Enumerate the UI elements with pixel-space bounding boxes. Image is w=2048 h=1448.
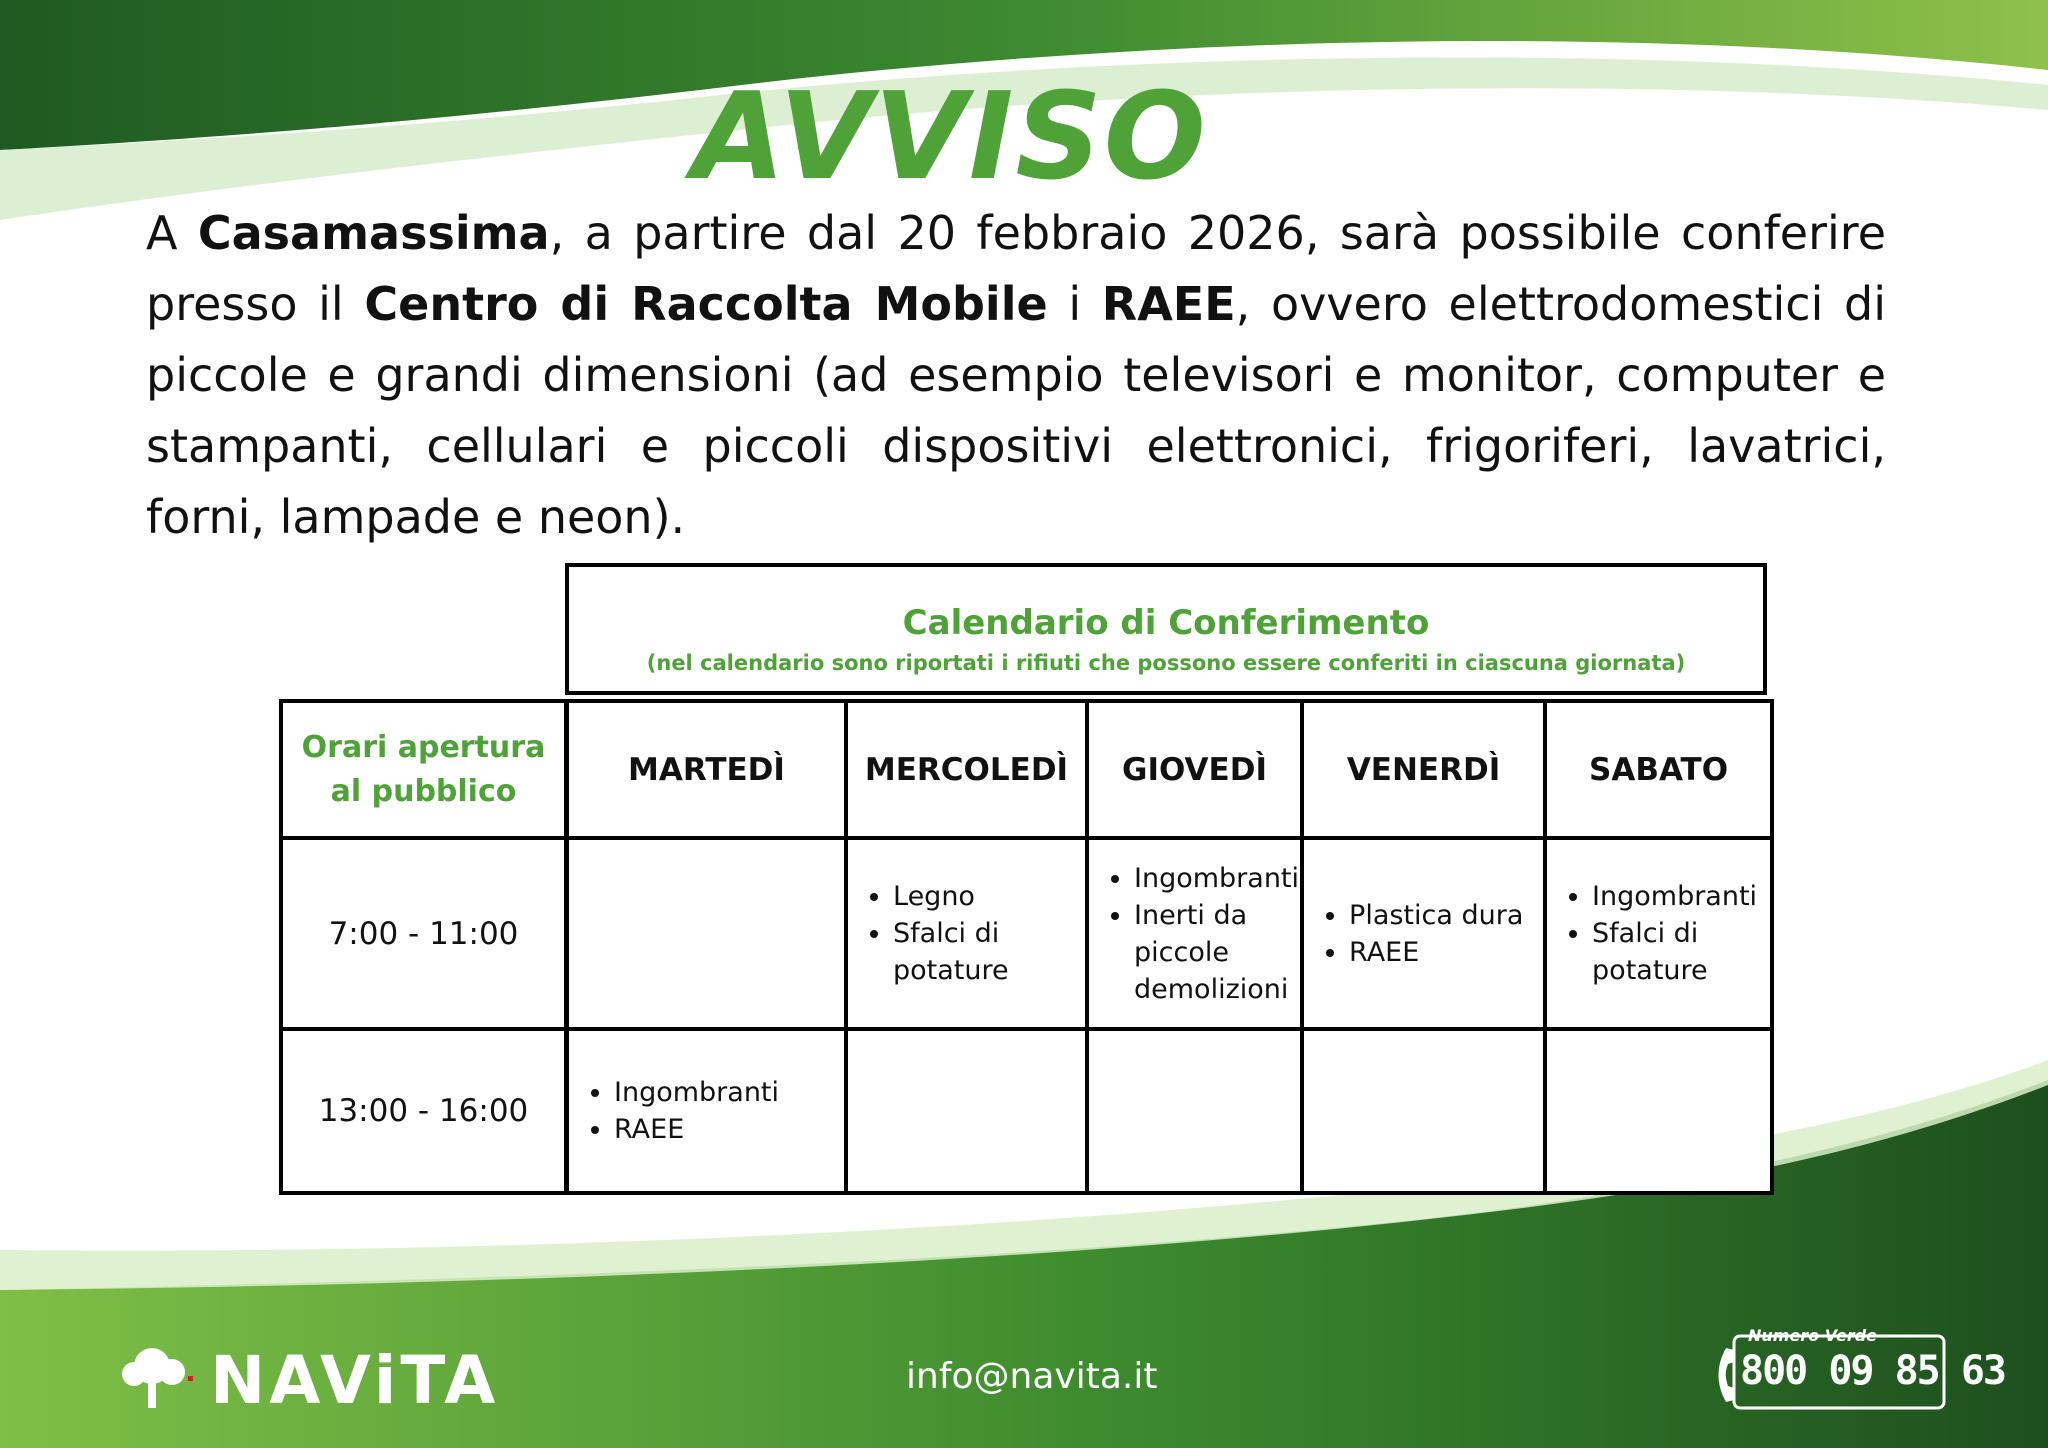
waste-item: • Sfalci di potature [893, 915, 1084, 989]
intro-text: i [1047, 277, 1102, 331]
day-header-row [567, 701, 1772, 838]
time-slot-afternoon: 13:00 - 16:00 [281, 1029, 566, 1193]
waste-item: • RAEE [614, 1111, 843, 1148]
waste-item: • Sfalci di potature [1592, 915, 1769, 989]
intro-town: Casamassima [197, 206, 550, 260]
intro-text: , ovvero elettrodomestici di piccole e grandi dimensioni (ad esempio televisori e monitor, computer e stampanti, cellulari e piccoli dispositivi elettronici, frigoriferi, lavatrici, forni, lampade e neon). [146, 277, 1886, 544]
day-header: GIOVEDÌ [1087, 701, 1302, 838]
slot-cell [1545, 1029, 1772, 1193]
waste-item: • Inerti da piccole demolizioni [1134, 897, 1299, 1008]
hours-column [279, 699, 568, 1195]
phone-icon [1719, 1348, 1735, 1402]
toll-free-number[interactable]: 800 09 85 63 [1740, 1348, 2005, 1394]
calendar-subtitle: (nel calendario sono riportati i rifiuti che possono essere conferiti in ciascuna giornata) [646, 651, 1686, 675]
waste-item: • Legno [893, 878, 1084, 915]
hours-header-line: al pubblico [330, 773, 517, 809]
waste-item: • Ingombranti [1592, 878, 1769, 915]
waste-list [1548, 878, 1769, 989]
slot-cell [567, 1029, 846, 1193]
slot-cell [567, 838, 846, 1029]
day-header: VENERDÌ [1302, 701, 1545, 838]
slot-cell [1087, 838, 1302, 1029]
contact-email[interactable]: info@navita.it [906, 1356, 1158, 1397]
waste-list [570, 1074, 843, 1148]
intro-text: , a partire dal 20 febbraio 2026, sarà possibile conferire presso il [146, 206, 1886, 331]
hours-header-line: Orari apertura [301, 729, 546, 765]
intro-text: A [146, 206, 198, 260]
slot-cell [1087, 1029, 1302, 1193]
slot-cell [1302, 838, 1545, 1029]
toll-free-label: Numero Verde [1748, 1326, 1878, 1345]
slot-cell [846, 1029, 1087, 1193]
hours-header [281, 701, 566, 838]
day-header: MARTEDÌ [567, 701, 846, 838]
intro-center-name: Centro di Raccolta Mobile [364, 277, 1048, 331]
intro-paragraph [146, 198, 1886, 553]
calendar-title: Calendario di Conferimento [902, 603, 1430, 643]
calendar-header [565, 563, 1767, 695]
intro-raee: RAEE [1101, 277, 1236, 331]
slot-cell [1545, 838, 1772, 1029]
slot-cell [1302, 1029, 1545, 1193]
brand-name: NAViTA [210, 1342, 500, 1419]
calendar-grid [565, 699, 1774, 1195]
waste-item: • RAEE [1349, 934, 1542, 971]
waste-item: • Ingombranti [614, 1074, 843, 1111]
waste-list [1305, 897, 1542, 971]
slot-cell [846, 838, 1087, 1029]
day-header: SABATO [1545, 701, 1772, 838]
slot-row-morning [567, 838, 1772, 1029]
notice-title: AVVISO [692, 68, 1208, 207]
waste-list [849, 878, 1084, 989]
time-slot-morning: 7:00 - 11:00 [281, 838, 566, 1029]
waste-list [1090, 860, 1299, 1008]
waste-item: • Ingombranti [1134, 860, 1299, 897]
waste-item: • Plastica dura [1349, 897, 1542, 934]
day-header: MERCOLEDÌ [846, 701, 1087, 838]
slot-row-afternoon [567, 1029, 1772, 1193]
